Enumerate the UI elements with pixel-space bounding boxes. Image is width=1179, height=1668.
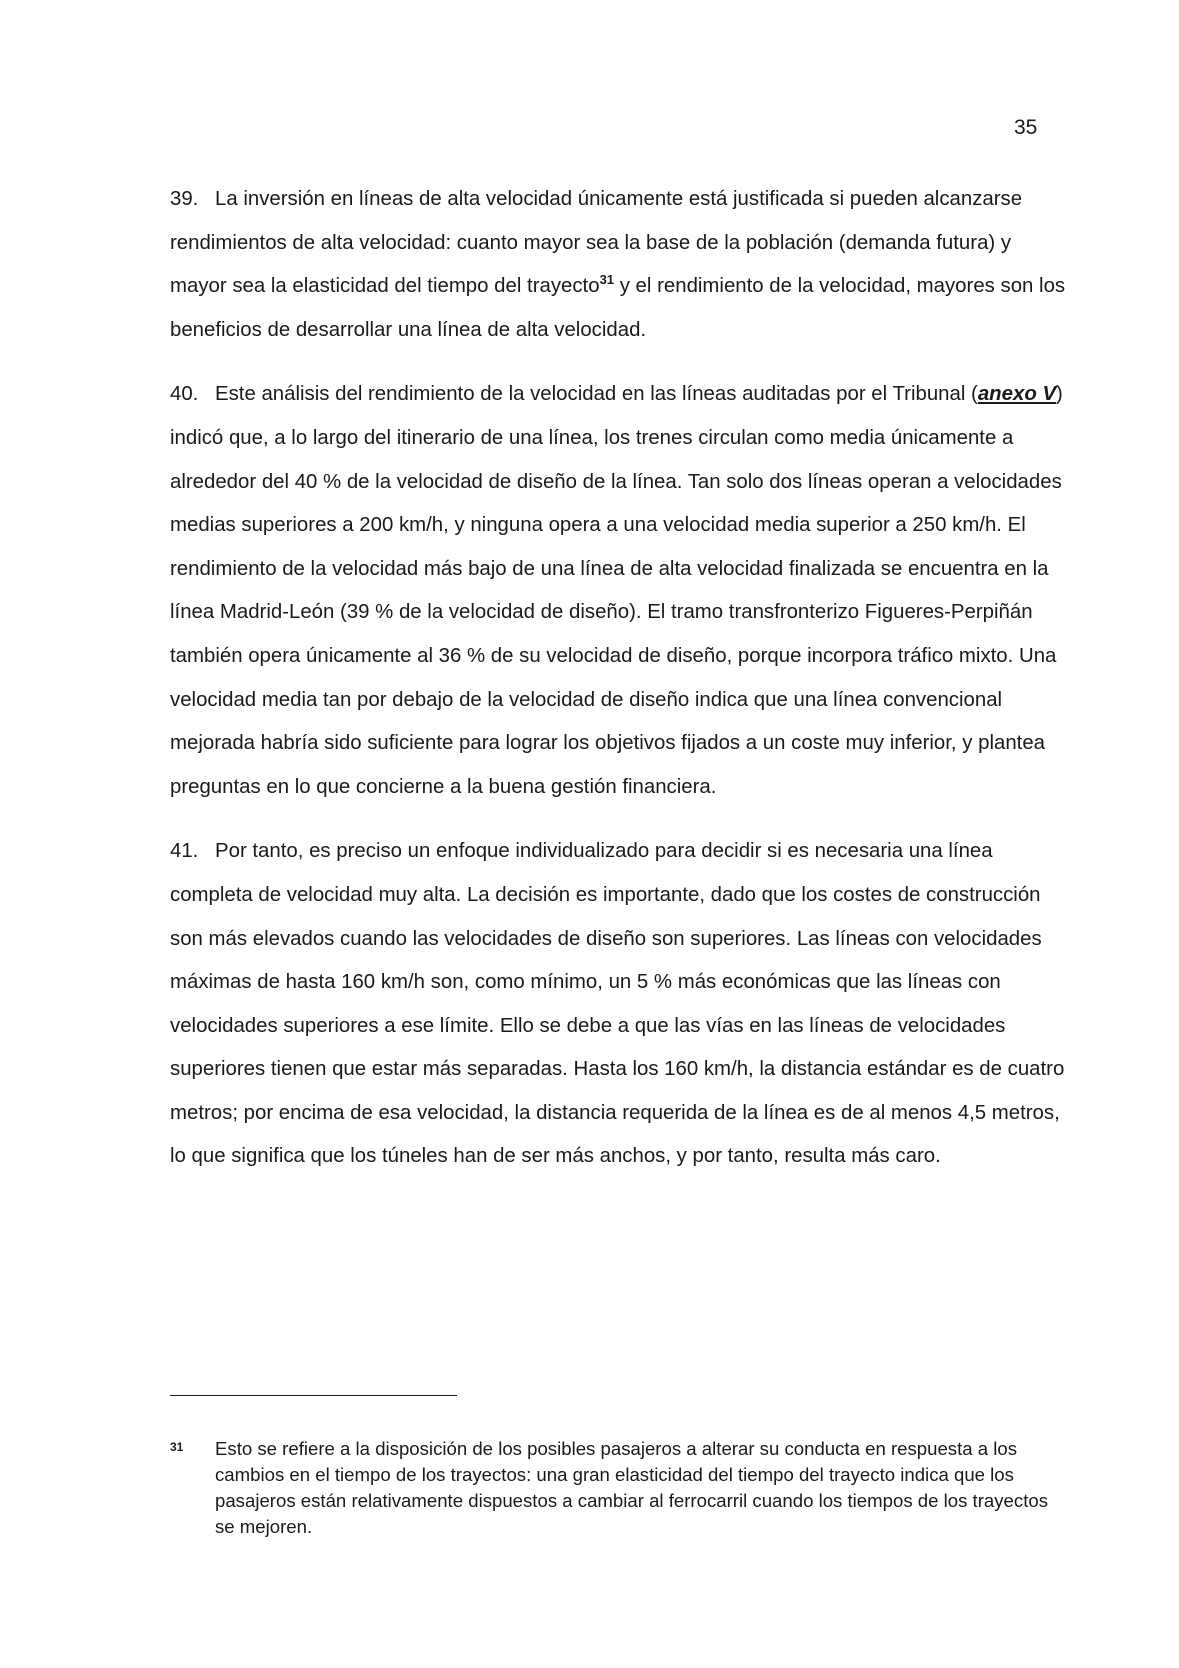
footnote — [170, 1436, 1070, 1540]
footnote-separator — [170, 1395, 457, 1396]
paragraph-text: Por tanto, es preciso un enfoque individualizado para decidir si es necesaria una línea completa de velocidad muy alta. La decisión es importante, dado que los costes de construcción son más elevados cuando las velocidades de diseño son superiores. Las líneas con velocidades máximas de hasta 160 km/h son, como mínimo, un 5 % más económicas que las líneas con velocidades superiores a ese límite. Ello se debe a que las vías en las líneas de velocidades superiores tienen que estar más separadas. Hasta los 160 km/h, la distancia estándar es de cuatro metros; por encima de esa velocidad, la distancia requerida de la línea es de al menos 4,5 metros, lo que significa que los túneles han de ser más anchos, y por tanto, resulta más caro. — [170, 840, 1065, 1168]
paragraph-39 — [170, 178, 1070, 352]
document-body — [170, 178, 1070, 1200]
paragraph-number: 41. — [170, 840, 199, 863]
footnote-reference[interactable]: 31 — [599, 272, 615, 288]
footnote-number: 31 — [170, 1440, 184, 1454]
paragraph-text: y el rendimiento de la velocidad, mayores son los beneficios de desarrollar una línea de alta velocidad. — [170, 275, 1066, 341]
annex-v-link[interactable]: anexo V — [977, 383, 1057, 406]
paragraph-40 — [170, 373, 1070, 809]
paragraph-number: 40. — [170, 383, 199, 406]
paragraph-number: 39. — [170, 188, 199, 210]
paragraph-text: Este análisis del rendimiento de la velocidad en las líneas auditadas por el Tribunal ( — [215, 383, 978, 406]
page-number: 35 — [1014, 116, 1038, 139]
paragraph-41 — [170, 830, 1070, 1179]
paragraph-text: La inversión en líneas de alta velocidad únicamente está justificada si pueden alcanzarse rendimientos de alta velocidad: cuanto mayor sea la base de la población (demanda futura) y mayor sea la elasticidad del tiempo del trayecto — [170, 188, 1023, 298]
paragraph-text: ) indicó que, a lo largo del itinerario de una línea, los trenes circulan como media únicamente a alrededor del 40 % de la velocidad de diseño de la línea. Tan solo dos líneas operan a velocidades medias superiores a 200 km/h, y ninguna opera a una velocidad media superior a 250 km/h. El rendimiento de la velocidad más bajo de una línea de alta velocidad finalizada se encuentra en la línea Madrid-León (39 % de la velocidad de diseño). El tramo transfronterizo Figueres-Perpiñán también opera únicamente al 36 % de su velocidad de diseño, porque incorpora tráfico mixto. Una velocidad media tan por debajo de la velocidad de diseño indica que una línea convencional mejorada habría sido suficiente para lograr los objetivos fijados a un coste muy inferior, y plantea preguntas en lo que concierne a la buena gestión financiera. — [170, 383, 1063, 798]
footnote-text: Esto se refiere a la disposición de los posibles pasajeros a alterar su conducta en respuesta a los cambios en el tiempo de los trayectos: una gran elasticidad del tiempo del trayecto indica que los pasajeros están relativamente dispuestos a cambiar al ferrocarril cuando los tiempos de los trayectos se mejoren. — [215, 1438, 1048, 1537]
